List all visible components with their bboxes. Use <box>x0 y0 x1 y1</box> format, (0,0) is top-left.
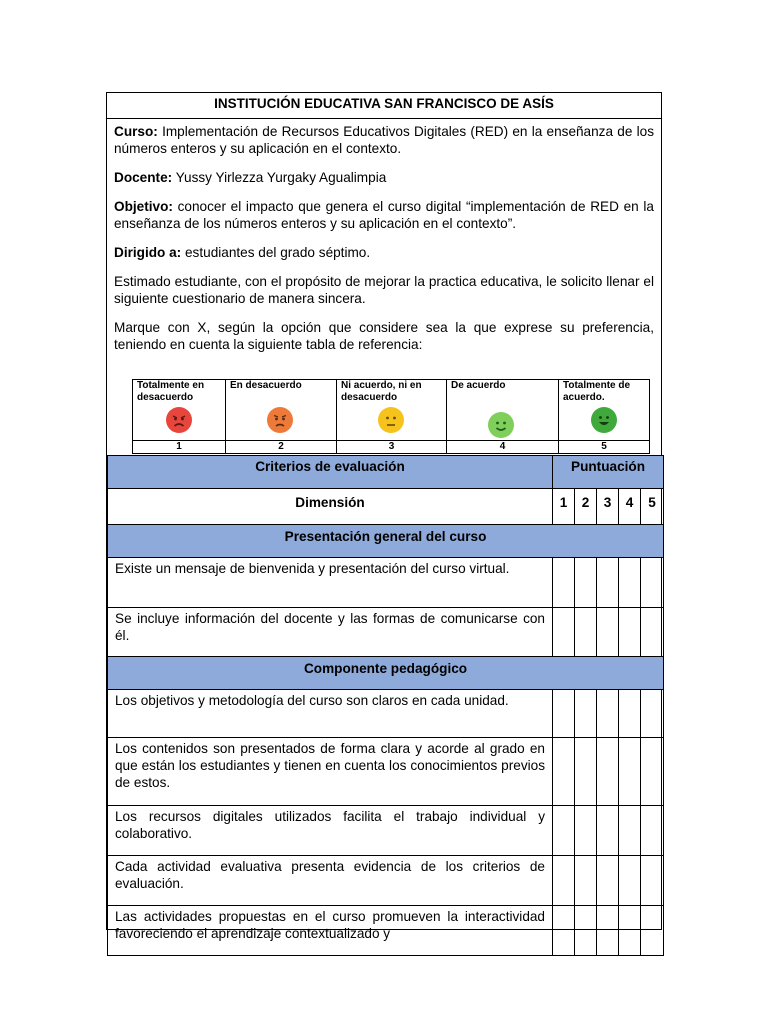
scale-number: 4 <box>447 441 559 454</box>
docente-text: Yussy Yirlezza Yurgaky Agualimpia <box>175 170 387 185</box>
criterion-text: Existe un mensaje de bienvenida y presentación del curso virtual. <box>108 558 553 608</box>
scale-label: Totalmente de acuerdo. <box>563 380 631 403</box>
smile-face-icon <box>488 412 514 438</box>
score-cell[interactable] <box>641 856 664 906</box>
score-cell[interactable] <box>619 690 641 738</box>
score-cell[interactable] <box>619 558 641 608</box>
score-cell[interactable] <box>575 558 597 608</box>
score-cell[interactable] <box>553 690 575 738</box>
score-cell[interactable] <box>553 738 575 806</box>
scale-number: 2 <box>226 441 337 454</box>
score-cell[interactable] <box>553 608 575 657</box>
scale-number: 5 <box>559 441 650 454</box>
dirigido-paragraph <box>114 244 654 261</box>
score-cell[interactable] <box>575 906 597 956</box>
table-row <box>108 738 664 806</box>
score-cell[interactable] <box>619 738 641 806</box>
table-row <box>108 558 664 608</box>
score-cell[interactable] <box>597 558 619 608</box>
scale-option-5 <box>559 380 650 441</box>
scale-label: En desacuerdo <box>230 380 302 391</box>
score-cell[interactable] <box>575 738 597 806</box>
table-row <box>108 906 664 956</box>
score-cell[interactable] <box>619 806 641 856</box>
criteria-table <box>107 455 664 956</box>
intro-section <box>107 119 661 353</box>
score-cell[interactable] <box>641 906 664 956</box>
score-cell[interactable] <box>553 906 575 956</box>
score-cell[interactable] <box>553 558 575 608</box>
table-row <box>108 806 664 856</box>
scale-label: Ni acuerdo, ni en desacuerdo <box>341 380 422 403</box>
scale-option-4 <box>447 380 559 441</box>
objetivo-label: Objetivo: <box>114 199 173 214</box>
curso-text: Implementación de Recursos Educativos Digitales (RED) en la enseñanza de los números enteros y su aplicación en el contexto. <box>114 124 655 156</box>
criterion-text: Se incluye información del docente y las formas de comunicarse con él. <box>108 608 553 657</box>
score-cell[interactable] <box>641 558 664 608</box>
marque-paragraph: Marque con X, según la opción que considere sea la que exprese su preferencia, teniendo en cuenta la siguiente tabla de referencia: <box>114 320 654 352</box>
happy-face-icon <box>591 407 617 433</box>
scale-label: Totalmente en desacuerdo <box>137 380 205 403</box>
curso-paragraph <box>114 123 654 157</box>
score-number: 4 <box>619 489 641 525</box>
score-cell[interactable] <box>575 856 597 906</box>
score-cell[interactable] <box>553 806 575 856</box>
criterion-text: Cada actividad evaluativa presenta evidencia de los criterios de evaluación. <box>108 856 553 906</box>
reference-scale-table <box>132 379 650 454</box>
dimension-label: Dimensión <box>108 489 553 525</box>
score-header: Puntuación <box>553 456 664 489</box>
score-cell[interactable] <box>619 856 641 906</box>
score-cell[interactable] <box>597 806 619 856</box>
survey-document <box>106 92 662 941</box>
score-cell[interactable] <box>597 690 619 738</box>
score-cell[interactable] <box>597 906 619 956</box>
table-row <box>108 856 664 906</box>
score-cell[interactable] <box>575 608 597 657</box>
score-number: 3 <box>597 489 619 525</box>
sad-face-icon <box>267 407 293 433</box>
neutral-face-icon <box>378 407 404 433</box>
scale-number: 3 <box>337 441 447 454</box>
curso-label: Curso: <box>114 124 158 139</box>
score-cell[interactable] <box>619 608 641 657</box>
scale-option-3 <box>337 380 447 441</box>
score-cell[interactable] <box>597 856 619 906</box>
institution-title: INSTITUCIÓN EDUCATIVA SAN FRANCISCO DE ASÍS <box>107 93 661 119</box>
docente-label: Docente: <box>114 170 173 185</box>
score-cell[interactable] <box>597 608 619 657</box>
score-number: 2 <box>575 489 597 525</box>
score-cell[interactable] <box>575 690 597 738</box>
criterion-text: Las actividades propuestas en el curso promueven la interactividad favoreciendo el aprendizaje contextualizado y <box>108 906 553 956</box>
docente-paragraph <box>114 169 654 186</box>
score-cell[interactable] <box>641 738 664 806</box>
objetivo-text: conocer el impacto que genera el curso digital “implementación de RED en la enseñanza de los números enteros y su aplicación en el contexto”. <box>114 199 654 231</box>
table-row <box>108 608 664 657</box>
score-cell[interactable] <box>641 608 664 657</box>
objetivo-paragraph <box>114 198 654 232</box>
score-number: 1 <box>553 489 575 525</box>
dirigido-label: Dirigido a: <box>114 245 182 260</box>
criterion-text: Los recursos digitales utilizados facilita el trabajo individual y colaborativo. <box>108 806 553 856</box>
score-cell[interactable] <box>619 906 641 956</box>
score-cell[interactable] <box>575 806 597 856</box>
scale-label: De acuerdo <box>451 380 506 391</box>
score-cell[interactable] <box>641 690 664 738</box>
dirigido-text: estudiantes del grado séptimo. <box>185 245 371 260</box>
criterion-text: Los objetivos y metodología del curso son claros en cada unidad. <box>108 690 553 738</box>
estimado-paragraph: Estimado estudiante, con el propósito de mejorar la practica educativa, le solicito llenar el siguiente cuestionario de manera sincera. <box>114 274 654 306</box>
score-cell[interactable] <box>553 856 575 906</box>
scale-option-2 <box>226 380 337 441</box>
score-cell[interactable] <box>641 806 664 856</box>
criterion-text: Los contenidos son presentados de forma clara y acorde al grado en que están los estudiantes y tienen en cuenta los conocimientos previos de estos. <box>108 738 553 806</box>
section-title-presentacion: Presentación general del curso <box>108 525 664 558</box>
scale-option-1 <box>133 380 226 441</box>
angry-face-icon <box>166 407 192 433</box>
table-row <box>108 690 664 738</box>
scale-number: 1 <box>133 441 226 454</box>
section-title-pedagogico: Componente pedagógico <box>108 657 664 690</box>
criteria-header: Criterios de evaluación <box>108 456 553 489</box>
score-cell[interactable] <box>597 738 619 806</box>
score-number: 5 <box>641 489 664 525</box>
